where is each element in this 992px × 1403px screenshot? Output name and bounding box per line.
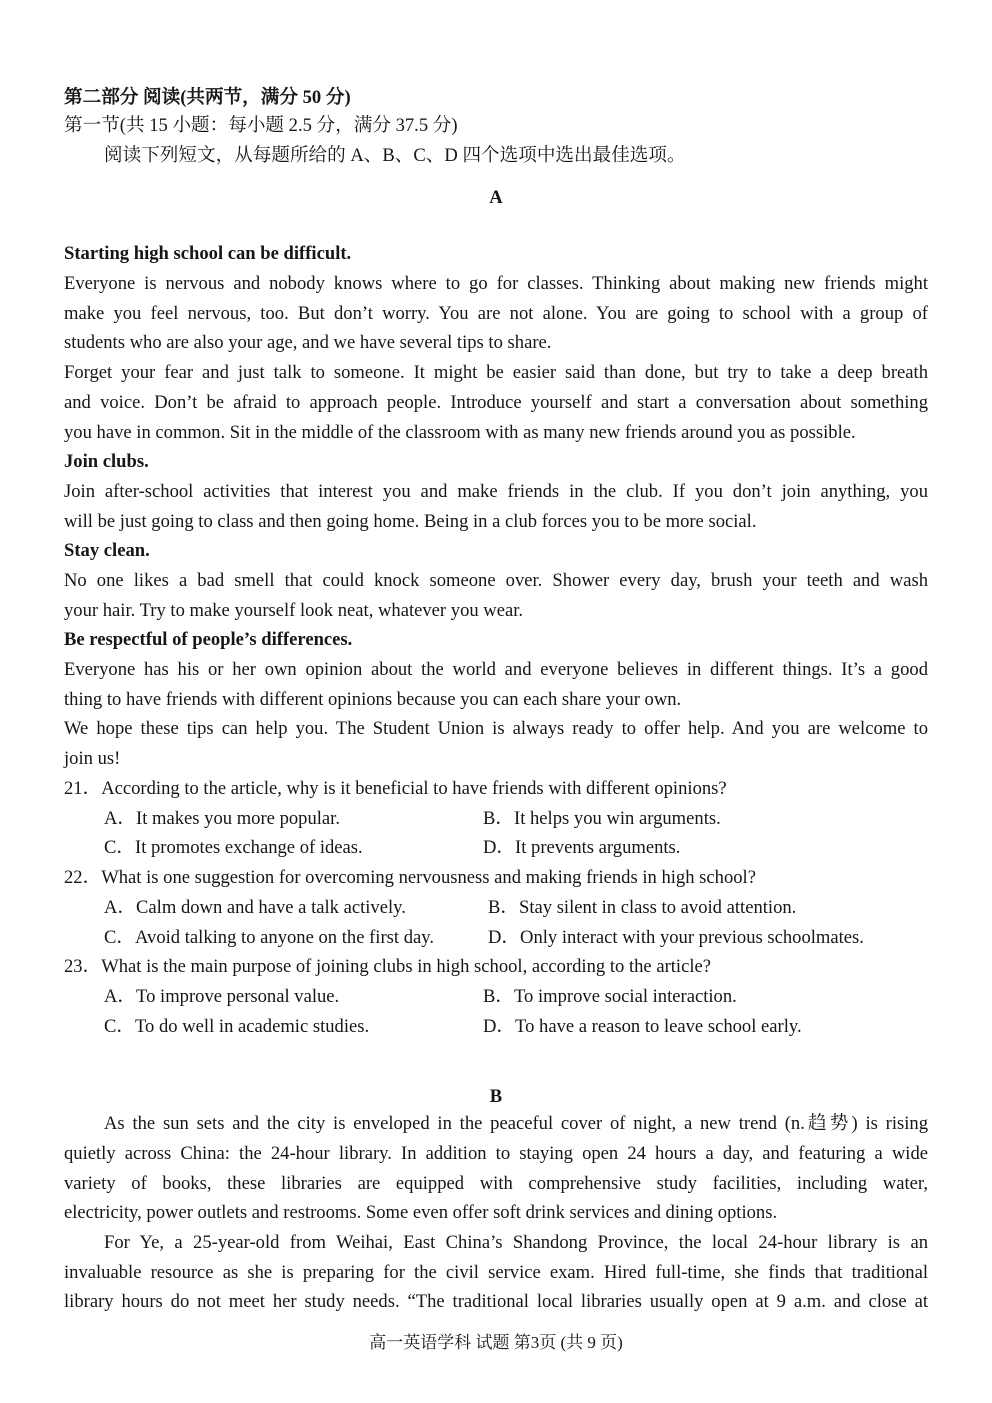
option-b[interactable]: B．To improve social interaction. (483, 986, 737, 1007)
option-d[interactable]: D．Only interact with your previous schoolmates. (488, 927, 864, 948)
passage-a-line: Everyone is nervous and nobody knows where to go for classes. Thinking about making new friends might (64, 273, 928, 294)
question-stem: 23．What is the main purpose of joining clubs in high school, according to the article? (64, 956, 712, 977)
option-d[interactable]: D．It prevents arguments. (483, 837, 681, 858)
option-a[interactable]: A．Calm down and have a talk actively. (104, 897, 406, 918)
passage-a-label: A (489, 187, 503, 208)
passage-a-heading: Stay clean. (64, 540, 150, 561)
passage-a-line: make you feel nervous, too. But don’t worry. You are not alone. You are going to school with a group of (64, 303, 928, 324)
passage-b-line: As the sun sets and the city is enveloped in the peaceful cover of night, a new trend (n.趋势) is rising (104, 1113, 928, 1134)
passage-a-line: thing to have friends with different opinions because you can each share your own. (64, 689, 682, 710)
passage-a-line: We hope these tips can help you. The Student Union is always ready to offer help. And you are welcome to (64, 718, 928, 739)
passage-a-line: join us! (64, 748, 121, 769)
passage-b-line: invaluable resource as she is preparing for the civil service exam. Hired full-time, she finds that traditional (64, 1262, 928, 1283)
passage-b-line: electricity, power outlets and restrooms. Some even offer soft drink services and dining options. (64, 1202, 778, 1223)
option-b[interactable]: B．It helps you win arguments. (483, 808, 721, 829)
passage-a-line: you have in common. Sit in the middle of the classroom with as many new friends around you as possible. (64, 422, 856, 443)
passage-b-line: For Ye, a 25-year-old from Weihai, East China’s Shandong Province, the local 24-hour library is an (104, 1232, 928, 1253)
passage-b-line: variety of books, these libraries are equipped with comprehensive study facilities, including water, (64, 1173, 928, 1194)
passage-b-line: quietly across China: the 24-hour library. In addition to staying open 24 hours a day, and featuring a wide (64, 1143, 928, 1164)
option-b[interactable]: B．Stay silent in class to avoid attention. (488, 897, 797, 918)
option-c[interactable]: C．It promotes exchange of ideas. (104, 837, 363, 858)
passage-b-label: B (489, 1086, 503, 1107)
passage-a-line: Join after-school activities that interest you and make friends in the club. If you don’t join anything, you (64, 481, 928, 502)
option-c[interactable]: C．Avoid talking to anyone on the first day. (104, 927, 434, 948)
option-d[interactable]: D．To have a reason to leave school early. (483, 1016, 802, 1037)
page-footer: 高一英语学科 试题 第3页 (共 9 页) (369, 1333, 623, 1352)
passage-a-line: your hair. Try to make yourself look neat, whatever you wear. (64, 600, 524, 621)
instruction: 阅读下列短文，从每题所给的 A、B、C、D 四个选项中选出最佳选项。 (104, 145, 686, 166)
passage-a-line: will be just going to class and then going home. Being in a club forces you to be more social. (64, 511, 757, 532)
passage-a-line: and voice. Don’t be afraid to approach people. Introduce yourself and start a conversation about something (64, 392, 928, 413)
passage-a-line: No one likes a bad smell that could knock someone over. Shower every day, brush your teeth and wash (64, 570, 928, 591)
passage-b-line: library hours do not meet her study needs. “The traditional local libraries usually open at 9 a.m. and close at (64, 1291, 928, 1312)
option-a[interactable]: A．It makes you more popular. (104, 808, 340, 829)
passage-a-heading: Be respectful of people’s differences. (64, 629, 353, 650)
option-a[interactable]: A．To improve personal value. (104, 986, 340, 1007)
question-stem: 21．According to the article, why is it beneficial to have friends with different opinions? (64, 778, 727, 799)
passage-a-heading: Starting high school can be difficult. (64, 243, 352, 264)
passage-a-line: Everyone has his or her own opinion about the world and everyone believes in different things. It’s a good (64, 659, 928, 680)
part-title: 第二部分 阅读(共两节，满分 50 分) (64, 87, 351, 108)
option-c[interactable]: C．To do well in academic studies. (104, 1016, 370, 1037)
passage-a-line: Forget your fear and just talk to someone. It might be easier said than done, but try to take a deep breath (64, 362, 928, 383)
passage-a-heading: Join clubs. (64, 451, 149, 472)
passage-a-line: students who are also your age, and we have several tips to share. (64, 332, 552, 353)
question-stem: 22．What is one suggestion for overcoming nervousness and making friends in high school? (64, 867, 756, 888)
section-title: 第一节(共 15 小题：每小题 2.5 分，满分 37.5 分) (64, 115, 458, 136)
